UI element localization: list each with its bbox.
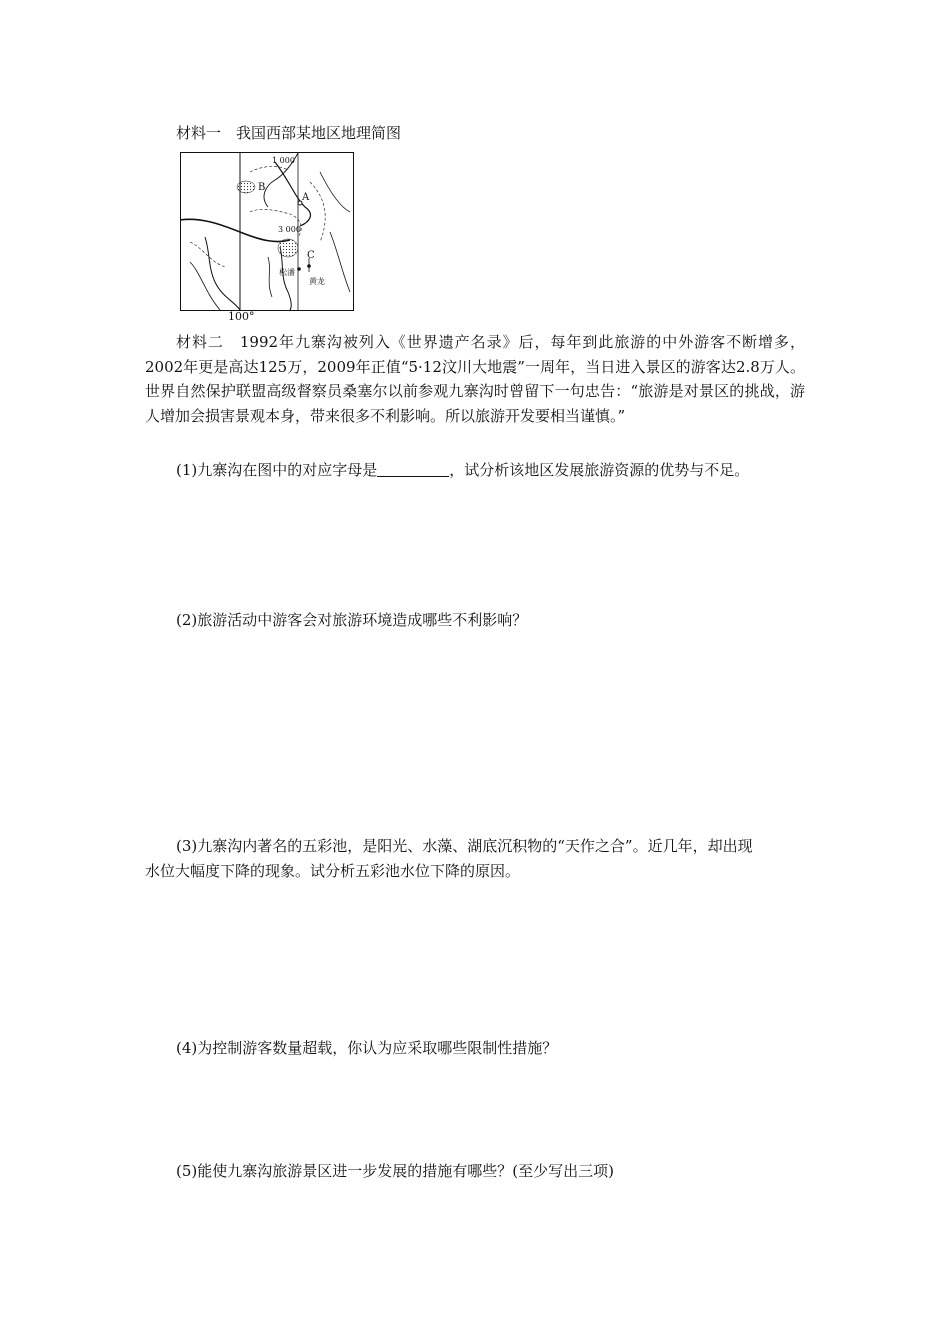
question-3-line1: (3)九寨沟内著名的五彩池，是阳光、水藻、湖底沉积物的“天作之合”。近几年，却出现: [176, 837, 753, 855]
question-1-text-rest: ，试分析该地区发展旅游资源的优势与不足。: [449, 461, 750, 479]
river-small: [268, 257, 272, 297]
main-river: [180, 219, 290, 241]
river-southwest: [205, 237, 240, 310]
question-1-text: (1)九寨沟在图中的对应字母是: [176, 461, 378, 479]
question-5: (5)能使九寨沟旅游景区进一步发展的措施有哪些？(至少写出三项): [176, 1162, 614, 1180]
place-huanglong: 黄龙: [309, 277, 325, 286]
region-map: [180, 152, 354, 312]
contour-east: [310, 182, 325, 242]
songpan-dot: [297, 267, 301, 271]
material1-caption: 材料一 我国西部某地区地理简图: [176, 124, 402, 142]
river-ne: [320, 172, 350, 212]
river-east2: [330, 232, 350, 292]
city-songpan: 松潘: [279, 268, 295, 277]
answer-blank[interactable]: [377, 462, 449, 477]
question-4: (4)为控制游客数量超载，你认为应采取哪些限制性措施？: [176, 1039, 558, 1057]
question-2: (2)旅游活动中游客会对旅游环境造成哪些不利影响？: [176, 611, 528, 629]
label-B: B: [258, 182, 266, 193]
contour-1000: [250, 166, 288, 172]
area-B: [237, 181, 255, 193]
question-1: [176, 459, 749, 481]
material2-text: 材料二 1992年九寨沟被列入《世界遗产名录》后，每年到此旅游的中外游客不断增多，2002年更是高达125万，2009年正值“5·12汶川大地震”一周年，当日进入景区的游客达2.8万人。世界自然保护联盟高级督察员桑塞尔以前参观九寨沟时曾留下一句忠告：“旅游是对景区的挑战，游人增加会损害景观本身，带来很多不利影响。所以旅游开发要相当谨慎。”: [145, 333, 805, 425]
contour-1000-label: 1 000: [272, 156, 295, 165]
map-frame: [181, 153, 354, 311]
label-C: C: [307, 250, 315, 261]
area-C: [278, 239, 298, 257]
river-south: [190, 262, 220, 310]
label-A: A: [302, 192, 310, 203]
question-3-line2: 水位大幅度下降的现象。试分析五彩池水位下降的原因。: [145, 862, 521, 880]
region-map-svg: [180, 152, 354, 312]
longitude-label: 100°: [228, 310, 255, 323]
contour-3000-label: 3 000: [278, 225, 301, 234]
